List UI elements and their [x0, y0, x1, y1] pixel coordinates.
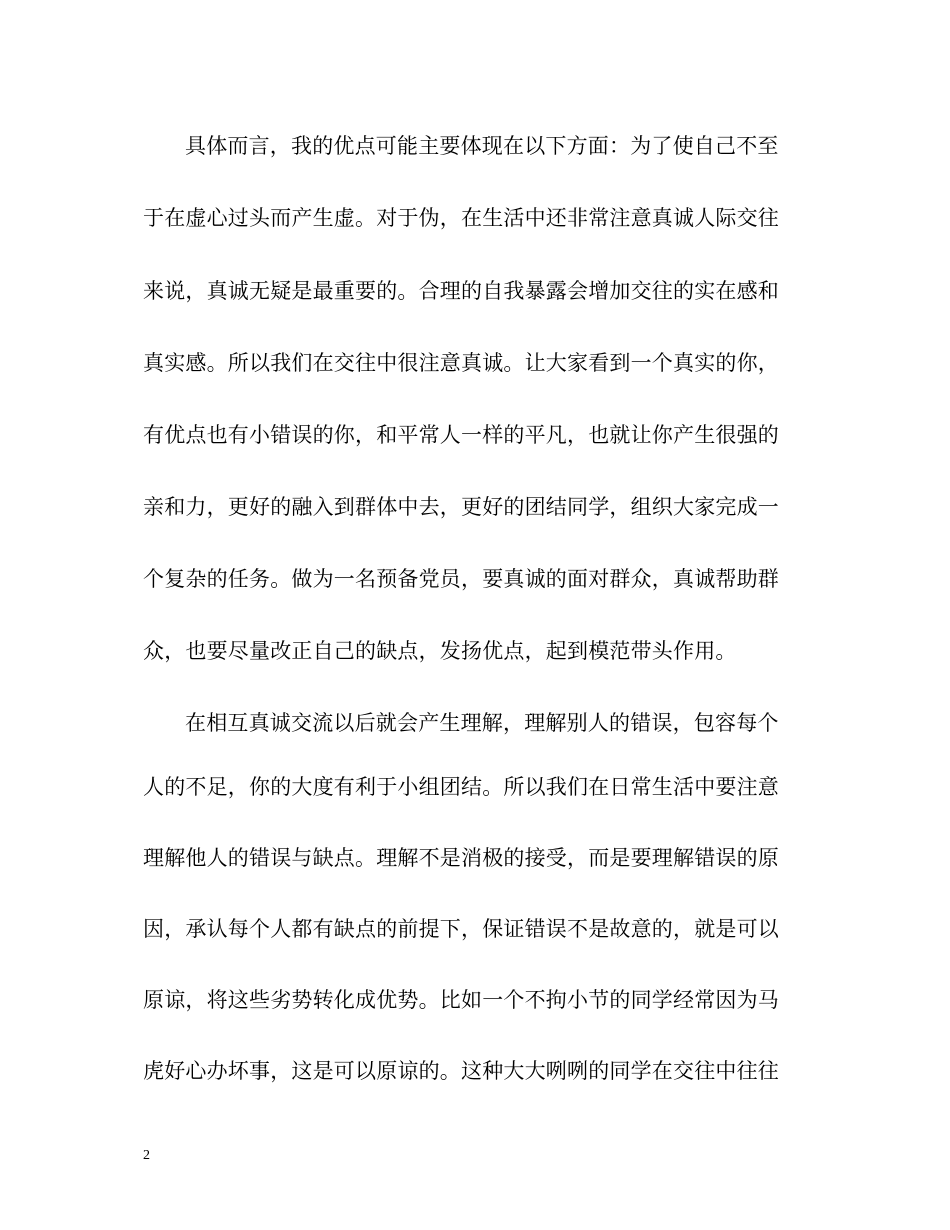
text-line: 有优点也有小错误的你，和平常人一样的平凡，也就让你产生很强的 [143, 423, 779, 447]
text-line: 个复杂的任务。做为一名预备党员，要真诚的面对群众，真诚帮助群 [143, 567, 779, 591]
text-line: 虎好心办坏事，这是可以原谅的。这种大大咧咧的同学在交往中往往 [143, 1059, 779, 1083]
text-line: 在相互真诚交流以后就会产生理解，理解别人的错误，包容每个 [185, 711, 779, 735]
text-line: 人的不足，你的大度有利于小组团结。所以我们在日常生活中要注意 [143, 775, 779, 799]
text-line: 于在虚心过头而产生虚。对于伪，在生活中还非常注意真诚人际交往 [143, 206, 779, 230]
text-line: 亲和力，更好的融入到群体中去，更好的团结同学，组织大家完成一 [143, 495, 779, 519]
page-number: 2 [143, 1148, 150, 1163]
text-line: 真实感。所以我们在交往中很注意真诚。让大家看到一个真实的你， [143, 351, 779, 375]
text-line: 众，也要尽量改正自己的缺点，发扬优点，起到模范带头作用。 [143, 639, 737, 663]
text-line: 具体而言，我的优点可能主要体现在以下方面：为了使自己不至 [185, 134, 779, 158]
text-line: 原谅，将这些劣势转化成优势。比如一个不拘小节的同学经常因为马 [143, 988, 779, 1012]
text-line: 因，承认每个人都有缺点的前提下，保证错误不是故意的，就是可以 [143, 917, 779, 941]
text-line: 理解他人的错误与缺点。理解不是消极的接受，而是要理解错误的原 [143, 846, 779, 870]
text-line: 来说，真诚无疑是最重要的。合理的自我暴露会增加交往的实在感和 [143, 279, 779, 303]
